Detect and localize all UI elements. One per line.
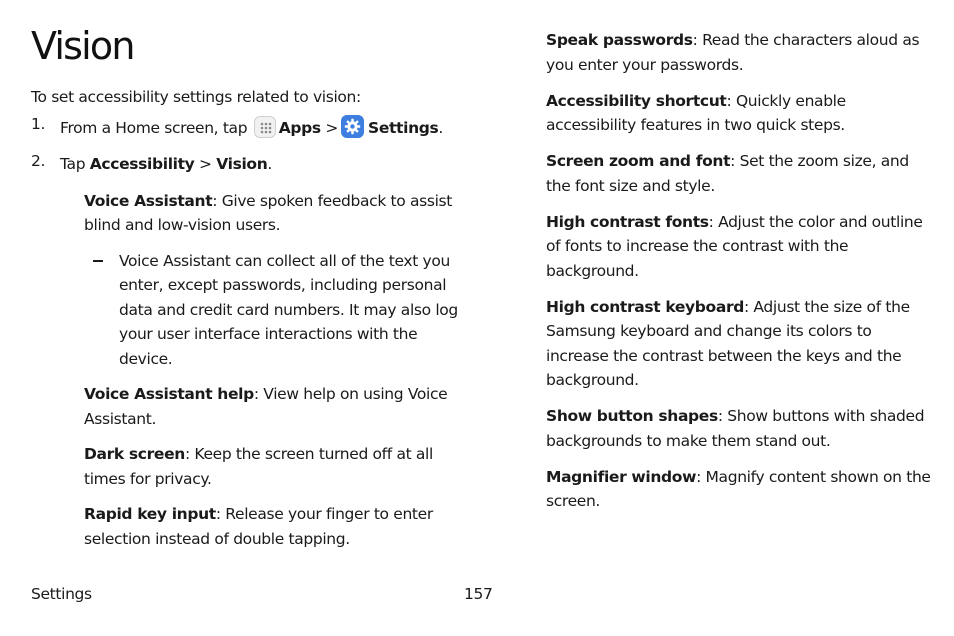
setting-term: Magnifier window [546,467,697,486]
setting-term: High contrast fonts [546,212,709,231]
intro-text: To set accessibility settings related to vision: [31,88,361,106]
setting-term: Speak passwords [546,31,693,49]
setting-term: Dark screen [84,445,185,463]
setting-desc: : Give spoken feedback to assist blind and low-vision users. [84,191,453,234]
setting-screen-zoom-and-font [546,149,931,198]
setting-term: High contrast keyboard [546,297,744,316]
setting-term: Accessibility shortcut [546,91,727,110]
setting-voice-assistant-help [84,382,471,431]
setting-term: Show button shapes [546,407,718,425]
setting-desc: : Magnify content shown on the screen. [546,467,931,510]
page-title: Vision [31,24,134,68]
setting-desc: : Adjust the color and outline of fonts to increase the contrast with the background. [546,212,923,280]
step-text-start: Tap [60,155,86,173]
settings-gear-icon [341,115,364,138]
step-text-start: From a Home screen, tap [60,118,248,137]
breadcrumb-separator: > [325,118,339,137]
step-end: . [438,118,443,137]
bullet-note [91,249,471,372]
setting-term: Voice Assistant help [84,385,254,403]
dash-bullet-icon [91,249,119,372]
setting-dark-screen [84,442,471,491]
setting-term: Voice Assistant [84,191,213,210]
setting-show-button-shapes [546,404,931,453]
step-2 [31,152,471,177]
step-text [60,152,471,177]
setting-rapid-key-input [84,502,471,551]
settings-label: Settings [368,118,439,137]
step-number: 2. [31,152,46,170]
page-number: 157 [464,585,493,603]
setting-high-contrast-fonts [546,210,931,284]
vision-label: Vision [216,155,268,173]
setting-desc: : Read the characters aloud as you enter your passwords. [546,31,920,74]
setting-desc: : Quickly enable accessibility features in two quick steps. [546,91,846,134]
setting-desc: : View help on using Voice Assistant. [84,385,448,428]
setting-voice-assistant [84,189,471,238]
apps-label: Apps [278,118,321,137]
setting-desc: : Release your finger to enter selection instead of double tapping. [84,505,433,548]
setting-speak-passwords [546,28,931,77]
setting-desc: : Adjust the size of the Samsung keyboard and change its colors to increase the contrast between the keys and the background. [546,297,910,389]
setting-desc: : Show buttons with shaded backgrounds to make them stand out. [546,407,925,450]
step-number: 1. [31,114,46,133]
apps-icon [254,116,276,138]
setting-term: Rapid key input [84,505,216,523]
setting-desc: : Set the zoom size, and the font size and style. [546,152,909,195]
setting-high-contrast-keyboard [546,295,931,393]
left-column [31,85,471,562]
setting-accessibility-shortcut [546,89,931,138]
setting-term: Screen zoom and font [546,152,731,170]
step-1 [31,115,471,141]
step-end: . [267,155,272,173]
footer-section: Settings [31,585,92,603]
step-text [60,115,471,141]
accessibility-label: Accessibility [89,155,195,173]
right-column [546,28,931,525]
setting-magnifier-window [546,465,931,514]
setting-desc: : Keep the screen turned off at all times for privacy. [84,445,433,488]
breadcrumb-separator: > [199,155,212,173]
bullet-text: Voice Assistant can collect all of the text you enter, except passwords, including personal data and credit card numbers. It may also log your user interface interactions with the device. [119,251,458,368]
